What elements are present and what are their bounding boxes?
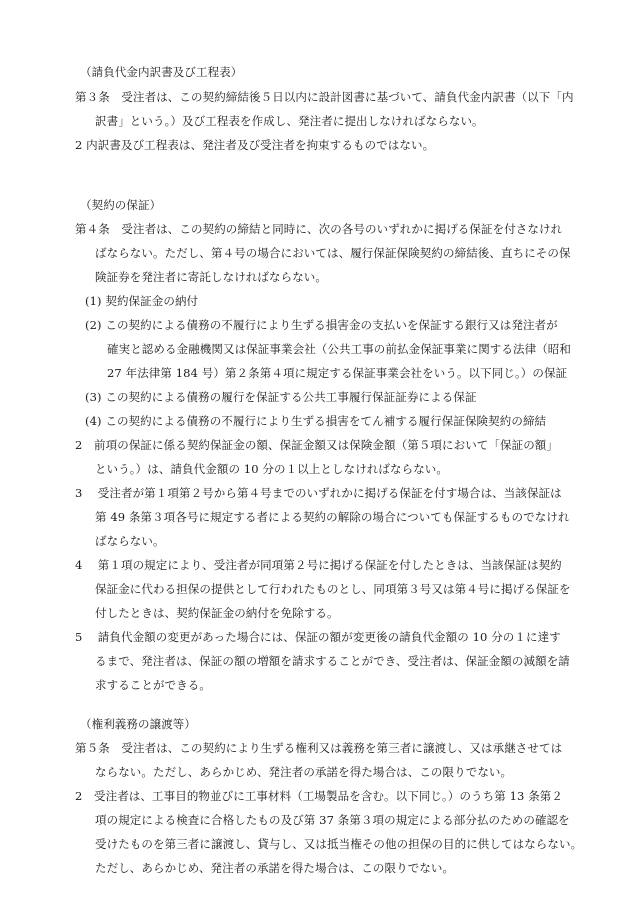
article-4-para-3: 3 受注者が第１項第２号から第４号までのいずれかに掲げる保証を付す場合は、当該保証は — [75, 486, 562, 500]
article-4-para-5: 5 請負代金額の変更があった場合には、保証の額が変更後の請負代金額の 10 分の１に達す — [75, 630, 561, 644]
article-4-para-5-cont-2: 求することができる。 — [95, 678, 211, 692]
section-title-article-5: （権利義務の譲渡等） — [80, 717, 196, 731]
article-4-para-2-cont: という。）は、請負代金額の 10 分の１以上としなければならない。 — [95, 462, 448, 476]
article-4-para-4-cont-2: 付したときは、契約保証金の納付を免除する。 — [95, 606, 339, 620]
article-5-para-2-cont-3: ただし、あらかじめ、発注者の承諾を得た場合は、この限りでない。 — [95, 861, 455, 875]
article-3-line-1: 第３条 受注者は、この契約締結後５日以内に設計図書に基づいて、請負代金内訳書（以下「内 — [75, 90, 574, 104]
article-4-item-4: (4) この契約による債務の不履行により生ずる損害をてん補する履行保証保険契約の締結 — [85, 414, 547, 428]
article-4-line-2: ばならない。ただし、第４号の場合においては、履行保証保険契約の締結後、直ちにその保 — [95, 246, 571, 260]
article-5-para-2-cont-2: 受けたものを第三者に譲渡し、貸与し、又は抵当権その他の担保の目的に供してはならない。 — [95, 837, 583, 851]
article-5-line-1: 第５条 受注者は、この契約により生ずる権利又は義務を第三者に譲渡し、又は承継させては — [75, 741, 563, 755]
article-4-item-2-cont-1: 確実と認める金融機関又は保証事業会社（公共工事の前払金保証事業に関する法律（昭和 — [107, 342, 571, 356]
article-4-para-4: 4 第１項の規定により、受注者が同項第２号に掲げる保証を付したときは、当該保証は契約 — [75, 558, 562, 572]
article-4-line-3: 険証券を発注者に寄託しなければならない。 — [95, 270, 327, 284]
article-3-para-2: 2 内訳書及び工程表は、発注者及び受注者を拘束するものではない。 — [75, 138, 435, 152]
section-title-article-4: （契約の保証） — [80, 198, 162, 212]
article-3-line-2: 訳書」という。）及び工程表を作成し、発注者に提出しなければならない。 — [95, 114, 484, 128]
article-5-para-2-cont-1: 項の規定による検査に合格したもの及び第 37 条第３項の規定による部分払のための確認を — [95, 813, 570, 827]
article-4-item-1: (1) 契約保証金の納付 — [85, 294, 199, 308]
article-4-para-5-cont-1: るまで、発注者は、保証の額の増額を請求することができ、受注者は、保証金額の減額を請 — [95, 654, 570, 668]
section-title-article-3: （請負代金内訳書及び工程表） — [80, 65, 243, 79]
article-4-item-2: (2) この契約による債務の不履行により生ずる損害金の支払いを保証する銀行又は発注者が — [85, 318, 558, 332]
article-4-line-1: 第４条 受注者は、この契約の締結と同時に、次の各号のいずれかに掲げる保証を付さなけれ — [75, 222, 563, 236]
article-4-item-2-cont-2: 27 年法律第 184 号）第２条第４項に規定する保証事業会社をいう。以下同じ。）の保証 — [107, 366, 568, 380]
article-4-para-3-cont-2: ばならない。 — [95, 534, 165, 548]
article-5-para-2: 2 受注者は、工事目的物並びに工事材料（工場製品を含む。以下同じ。）のうち第 13 条第２ — [75, 789, 564, 803]
article-4-para-2: 2 前項の保証に係る契約保証金の額、保証金額又は保険金額（第５項において「保証の額」 — [75, 438, 559, 452]
article-4-item-3: (3) この契約による債務の履行を保証する公共工事履行保証証券による保証 — [85, 390, 477, 404]
article-5-line-2: ならない。ただし、あらかじめ、発注者の承諾を得た場合は、この限りでない。 — [95, 765, 513, 779]
article-4-para-3-cont-1: 第 49 条第３項各号に規定する者による契約の解除の場合についても保証するものでなけれ — [95, 510, 570, 524]
article-4-para-4-cont-1: 保証金に代わる担保の提供として行われたものとし、同項第３号又は第４号に掲げる保証を — [95, 582, 571, 596]
